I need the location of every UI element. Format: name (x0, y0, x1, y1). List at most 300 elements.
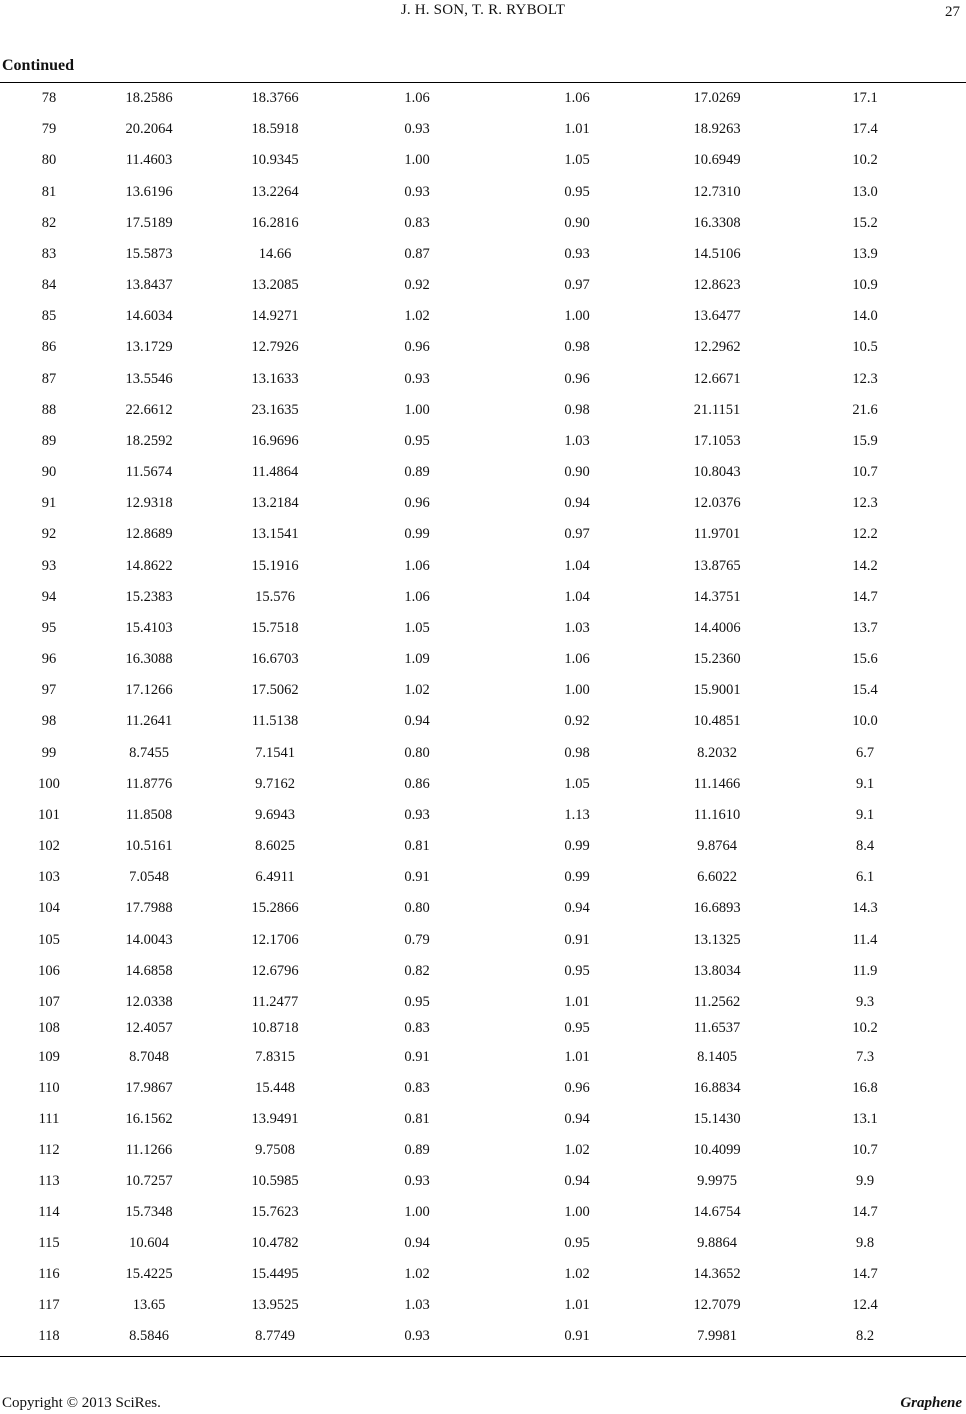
table-cell: 1.00 (564, 1203, 590, 1220)
table-row (0, 994, 966, 1014)
table-cell: 12.3 (852, 370, 878, 387)
table-row (0, 433, 966, 453)
table-cell: 15.5873 (125, 245, 173, 262)
table-row (0, 651, 966, 671)
table-cell: 110 (38, 1079, 60, 1096)
table-cell: 13.2264 (251, 183, 299, 200)
table-cell: 0.93 (404, 1172, 430, 1189)
table-cell: 14.6858 (125, 962, 173, 979)
table-cell: 102 (38, 838, 60, 855)
table-row (0, 277, 966, 297)
table-cell: 0.81 (404, 1110, 430, 1127)
table-cell: 18.2592 (125, 432, 173, 449)
table-cell: 14.6034 (125, 308, 173, 325)
table-cell: 0.98 (564, 339, 590, 356)
table-row (0, 526, 966, 546)
table-cell: 99 (41, 744, 57, 761)
table-cell: 10.8718 (251, 1020, 299, 1036)
table-cell: 10.7 (852, 1141, 878, 1158)
table-cell: 0.89 (404, 464, 430, 481)
table-cell: 11.5674 (125, 464, 173, 481)
table-cell: 12.7926 (251, 339, 299, 356)
table-cell: 91 (41, 495, 57, 512)
table-cell: 11.6537 (693, 1020, 741, 1036)
table-cell: 9.8764 (697, 838, 737, 855)
table-cell: 10.0 (852, 713, 878, 730)
table-row (0, 589, 966, 609)
table-cell: 0.98 (564, 744, 590, 761)
table-cell: 0.96 (564, 1079, 590, 1096)
table-cell: 8.2 (855, 1327, 875, 1344)
table-cell: 11.4864 (251, 464, 299, 481)
table-cell: 10.9 (852, 277, 878, 294)
table-row (0, 963, 966, 983)
table-cell: 6.7 (855, 744, 875, 761)
table-cell: 0.92 (404, 277, 430, 294)
table-cell: 23.1635 (251, 401, 299, 418)
table-cell: 12.7310 (693, 183, 741, 200)
table-cell: 0.97 (564, 526, 590, 543)
table-cell: 1.02 (404, 308, 430, 325)
table-row (0, 1266, 966, 1286)
table-cell: 0.80 (404, 900, 430, 917)
table-cell: 1.01 (564, 1049, 590, 1065)
table-cell: 7.3 (855, 1049, 875, 1065)
table-cell: 1.03 (404, 1296, 430, 1313)
table-row (0, 152, 966, 172)
table-cell: 13.5546 (125, 370, 173, 387)
table-row (0, 215, 966, 235)
table-top-rule (0, 82, 966, 83)
table-cell: 1.13 (564, 806, 590, 823)
table-cell: 12.9318 (125, 495, 173, 512)
table-cell: 8.5846 (129, 1327, 169, 1344)
table-cell: 16.1562 (125, 1110, 173, 1127)
table-cell: 93 (41, 557, 57, 574)
table-cell: 1.06 (404, 90, 430, 106)
table-cell: 1.05 (404, 619, 430, 636)
table-cell: 85 (41, 308, 57, 325)
table-row (0, 1080, 966, 1100)
table-row (0, 121, 966, 141)
table-cell: 15.6 (852, 651, 878, 668)
table-cell: 15.7623 (251, 1203, 299, 1220)
table-cell: 8.1405 (697, 1049, 737, 1065)
table-row (0, 90, 966, 110)
table-cell: 15.4103 (125, 619, 173, 636)
table-cell: 83 (41, 245, 57, 262)
table-row (0, 246, 966, 266)
table-cell: 8.7749 (255, 1327, 295, 1344)
table-cell: 9.7508 (255, 1141, 295, 1158)
table-cell: 79 (41, 121, 57, 138)
table-cell: 15.9001 (693, 682, 741, 699)
table-cell: 0.99 (564, 869, 590, 886)
table-cell: 0.95 (404, 432, 430, 449)
table-row (0, 1049, 966, 1069)
table-cell: 11.1466 (693, 775, 741, 792)
table-cell: 0.99 (564, 838, 590, 855)
table-cell: 117 (38, 1296, 60, 1313)
table-cell: 13.9525 (251, 1296, 299, 1313)
table-cell: 105 (38, 931, 60, 948)
table-cell: 0.93 (404, 370, 430, 387)
table-cell: 0.90 (564, 464, 590, 481)
table-cell: 1.02 (564, 1265, 590, 1282)
table-cell: 9.9975 (697, 1172, 737, 1189)
table-cell: 94 (41, 588, 57, 605)
table-cell: 14.3 (852, 900, 878, 917)
table-cell: 114 (38, 1203, 60, 1220)
table-cell: 1.02 (564, 1141, 590, 1158)
footer-journal: Graphene (900, 1395, 962, 1411)
table-cell: 10.5 (852, 339, 878, 356)
table-cell: 0.91 (564, 931, 590, 948)
table-cell: 0.90 (564, 214, 590, 231)
table-cell: 0.99 (404, 526, 430, 543)
table-cell: 0.93 (404, 1327, 430, 1344)
table-cell: 7.8315 (255, 1049, 295, 1065)
table-cell: 12.3 (852, 495, 878, 512)
table-cell: 1.03 (564, 432, 590, 449)
table-cell: 17.0269 (693, 90, 741, 106)
table-cell: 0.93 (564, 245, 590, 262)
page-number: 27 (945, 4, 960, 20)
table-cell: 109 (38, 1049, 60, 1065)
table-row (0, 1204, 966, 1224)
table-cell: 80 (41, 152, 57, 169)
table-cell: 1.01 (564, 121, 590, 138)
table-cell: 13.2085 (251, 277, 299, 294)
table-cell: 111 (38, 1110, 60, 1127)
table-row (0, 838, 966, 858)
table-cell: 82 (41, 214, 57, 231)
table-cell: 0.94 (564, 1110, 590, 1127)
table-cell: 11.9 (852, 962, 878, 979)
table-row (0, 339, 966, 359)
table-cell: 15.448 (255, 1079, 295, 1096)
table-cell: 87 (41, 370, 57, 387)
table-cell: 13.7 (852, 619, 878, 636)
table-cell: 15.2866 (251, 900, 299, 917)
table-cell: 18.9263 (693, 121, 741, 138)
table-cell: 11.5138 (251, 713, 299, 730)
table-cell: 11.1610 (693, 806, 741, 823)
table-cell: 8.4 (855, 838, 875, 855)
table-cell: 0.94 (404, 1234, 430, 1251)
table-cell: 11.8508 (125, 806, 173, 823)
table-row (0, 682, 966, 702)
table-cell: 0.80 (404, 744, 430, 761)
table-cell: 8.7455 (129, 744, 169, 761)
table-cell: 104 (38, 900, 60, 917)
table-cell: 15.9 (852, 432, 878, 449)
table-cell: 17.1053 (693, 432, 741, 449)
table-cell: 14.2 (852, 557, 878, 574)
table-cell: 10.7257 (125, 1172, 173, 1189)
table-cell: 0.93 (404, 806, 430, 823)
table-cell: 12.1706 (251, 931, 299, 948)
table-row (0, 745, 966, 765)
table-cell: 1.06 (404, 557, 430, 574)
table-cell: 17.7988 (125, 900, 173, 917)
table-cell: 12.0376 (693, 495, 741, 512)
table-cell: 16.9696 (251, 432, 299, 449)
table-cell: 16.3088 (125, 651, 173, 668)
table-cell: 13.1 (852, 1110, 878, 1127)
table-cell: 9.3 (855, 993, 875, 1010)
table-cell: 14.3652 (693, 1265, 741, 1282)
table-cell: 11.2477 (251, 993, 299, 1010)
table-cell: 12.7079 (693, 1296, 741, 1313)
table-cell: 9.8 (855, 1234, 875, 1251)
table-cell: 13.9491 (251, 1110, 299, 1127)
table-cell: 21.1151 (693, 401, 741, 418)
table-cell: 15.576 (255, 588, 295, 605)
table-row (0, 1142, 966, 1162)
table-cell: 22.6612 (125, 401, 173, 418)
table-cell: 0.79 (404, 931, 430, 948)
table-cell: 21.6 (852, 401, 878, 418)
table-cell: 89 (41, 432, 57, 449)
table-cell: 17.5189 (125, 214, 173, 231)
table-cell: 0.91 (404, 1049, 430, 1065)
table-cell: 0.95 (564, 183, 590, 200)
table-cell: 106 (38, 962, 60, 979)
table-cell: 17.1266 (125, 682, 173, 699)
table-cell: 10.5985 (251, 1172, 299, 1189)
table-cell: 9.1 (855, 806, 875, 823)
table-cell: 1.04 (564, 557, 590, 574)
table-cell: 13.1325 (693, 931, 741, 948)
table-cell: 12.2 (852, 526, 878, 543)
table-cell: 14.4006 (693, 619, 741, 636)
table-row (0, 308, 966, 328)
table-cell: 7.9981 (697, 1327, 737, 1344)
table-cell: 11.8776 (125, 775, 173, 792)
table-row (0, 1328, 966, 1348)
table-row (0, 932, 966, 952)
table-cell: 8.6025 (255, 838, 295, 855)
table-cell: 0.94 (564, 900, 590, 917)
table-cell: 78 (41, 90, 57, 106)
table-cell: 13.1633 (251, 370, 299, 387)
table-cell: 13.9 (852, 245, 878, 262)
table-cell: 7.0548 (129, 869, 169, 886)
table-cell: 7.1541 (255, 744, 295, 761)
table-cell: 12.8689 (125, 526, 173, 543)
table-cell: 0.94 (404, 713, 430, 730)
table-cell: 108 (38, 1020, 60, 1036)
table-cell: 10.6949 (693, 152, 741, 169)
table-cell: 12.2962 (693, 339, 741, 356)
table-cell: 14.0043 (125, 931, 173, 948)
table-cell: 17.5062 (251, 682, 299, 699)
table-cell: 1.06 (564, 90, 590, 106)
table-cell: 12.8623 (693, 277, 741, 294)
table-cell: 13.1729 (125, 339, 173, 356)
table-cell: 15.7518 (251, 619, 299, 636)
table-row (0, 371, 966, 391)
table-cell: 103 (38, 869, 60, 886)
table-cell: 14.8622 (125, 557, 173, 574)
table-cell: 14.6754 (693, 1203, 741, 1220)
table-cell: 12.6796 (251, 962, 299, 979)
table-cell: 17.4 (852, 121, 878, 138)
table-cell: 112 (38, 1141, 60, 1158)
table-cell: 13.2184 (251, 495, 299, 512)
table-cell: 14.5106 (693, 245, 741, 262)
table-cell: 10.2 (852, 1020, 878, 1036)
table-cell: 6.1 (855, 869, 875, 886)
table-cell: 0.91 (404, 869, 430, 886)
table-cell: 118 (38, 1327, 60, 1344)
table-cell: 12.6671 (693, 370, 741, 387)
table-cell: 9.8864 (697, 1234, 737, 1251)
table-row (0, 1235, 966, 1255)
table-row (0, 713, 966, 733)
table-cell: 1.04 (564, 588, 590, 605)
table-cell: 17.1 (852, 90, 878, 106)
page-header-authors: J. H. SON, T. R. RYBOLT (400, 2, 566, 18)
table-cell: 0.86 (404, 775, 430, 792)
table-cell: 11.9701 (693, 526, 741, 543)
table-row (0, 869, 966, 889)
table-row (0, 464, 966, 484)
table-cell: 15.7348 (125, 1203, 173, 1220)
table-cell: 18.2586 (125, 90, 173, 106)
table-cell: 0.82 (404, 962, 430, 979)
table-row (0, 1020, 966, 1040)
table-cell: 14.66 (258, 245, 292, 262)
table-cell: 15.4 (852, 682, 878, 699)
table-cell: 12.0338 (125, 993, 173, 1010)
table-cell: 88 (41, 401, 57, 418)
table-cell: 15.2383 (125, 588, 173, 605)
table-row (0, 776, 966, 796)
table-cell: 0.87 (404, 245, 430, 262)
table-cell: 0.83 (404, 214, 430, 231)
table-cell: 6.4911 (255, 869, 295, 886)
table-bottom-rule (0, 1356, 966, 1357)
table-cell: 14.3751 (693, 588, 741, 605)
table-cell: 13.65 (132, 1296, 166, 1313)
table-cell: 11.1266 (125, 1141, 173, 1158)
table-cell: 0.98 (564, 401, 590, 418)
table-cell: 9.9 (855, 1172, 875, 1189)
table-cell: 84 (41, 277, 57, 294)
table-cell: 96 (41, 651, 57, 668)
table-cell: 20.2064 (125, 121, 173, 138)
table-cell: 13.6196 (125, 183, 173, 200)
table-cell: 0.83 (404, 1020, 430, 1036)
table-cell: 14.7 (852, 588, 878, 605)
table-cell: 1.02 (404, 682, 430, 699)
table-cell: 92 (41, 526, 57, 543)
table-cell: 1.05 (564, 775, 590, 792)
table-cell: 1.00 (564, 308, 590, 325)
table-cell: 13.1541 (251, 526, 299, 543)
table-cell: 8.2032 (697, 744, 737, 761)
table-cell: 10.8043 (693, 464, 741, 481)
table-cell: 1.02 (404, 1265, 430, 1282)
table-cell: 10.604 (129, 1234, 169, 1251)
table-row (0, 620, 966, 640)
table-cell: 16.8834 (693, 1079, 741, 1096)
table-cell: 15.2 (852, 214, 878, 231)
table-cell: 1.01 (564, 1296, 590, 1313)
table-cell: 90 (41, 464, 57, 481)
table-cell: 15.1916 (251, 557, 299, 574)
table-cell: 1.03 (564, 619, 590, 636)
table-cell: 1.06 (404, 588, 430, 605)
table-cell: 10.4099 (693, 1141, 741, 1158)
table-cell: 14.7 (852, 1265, 878, 1282)
table-cell: 0.93 (404, 121, 430, 138)
table-cell: 9.7162 (255, 775, 295, 792)
table-cell: 16.6893 (693, 900, 741, 917)
table-cell: 10.5161 (125, 838, 173, 855)
table-cell: 0.94 (564, 1172, 590, 1189)
table-cell: 18.3766 (251, 90, 299, 106)
table-cell: 10.7 (852, 464, 878, 481)
table-row (0, 1111, 966, 1131)
table-cell: 15.4225 (125, 1265, 173, 1282)
table-cell: 16.8 (852, 1079, 878, 1096)
table-cell: 11.4603 (125, 152, 173, 169)
table-cell: 1.09 (404, 651, 430, 668)
table-cell: 13.8765 (693, 557, 741, 574)
table-cell: 1.01 (564, 993, 590, 1010)
table-row (0, 1173, 966, 1193)
table-cell: 8.7048 (129, 1049, 169, 1065)
table-cell: 11.2641 (125, 713, 173, 730)
table-cell: 1.00 (404, 1203, 430, 1220)
table-cell: 13.8034 (693, 962, 741, 979)
table-cell: 0.83 (404, 1079, 430, 1096)
table-cell: 0.95 (404, 993, 430, 1010)
table-cell: 0.97 (564, 277, 590, 294)
table-cell: 15.2360 (693, 651, 741, 668)
table-cell: 13.6477 (693, 308, 741, 325)
table-cell: 1.06 (564, 651, 590, 668)
table-cell: 11.2562 (693, 993, 741, 1010)
table-cell: 15.1430 (693, 1110, 741, 1127)
table-cell: 1.05 (564, 152, 590, 169)
table-cell: 10.4851 (693, 713, 741, 730)
table-caption: Continued (2, 57, 75, 74)
table-cell: 15.4495 (251, 1265, 299, 1282)
table-cell: 0.89 (404, 1141, 430, 1158)
table-cell: 10.4782 (251, 1234, 299, 1251)
table-cell: 113 (38, 1172, 60, 1189)
table-cell: 0.81 (404, 838, 430, 855)
table-cell: 11.4 (852, 931, 878, 948)
table-cell: 12.4057 (125, 1020, 173, 1036)
table-cell: 86 (41, 339, 57, 356)
table-cell: 14.9271 (251, 308, 299, 325)
footer-copyright: Copyright © 2013 SciRes. (2, 1395, 161, 1411)
table-cell: 97 (41, 682, 57, 699)
table-cell: 0.96 (564, 370, 590, 387)
table-row (0, 495, 966, 515)
table-cell: 0.92 (564, 713, 590, 730)
table-cell: 12.4 (852, 1296, 878, 1313)
table-cell: 0.95 (564, 1020, 590, 1036)
table-cell: 10.2 (852, 152, 878, 169)
table-cell: 101 (38, 806, 60, 823)
table-cell: 9.6943 (255, 806, 295, 823)
